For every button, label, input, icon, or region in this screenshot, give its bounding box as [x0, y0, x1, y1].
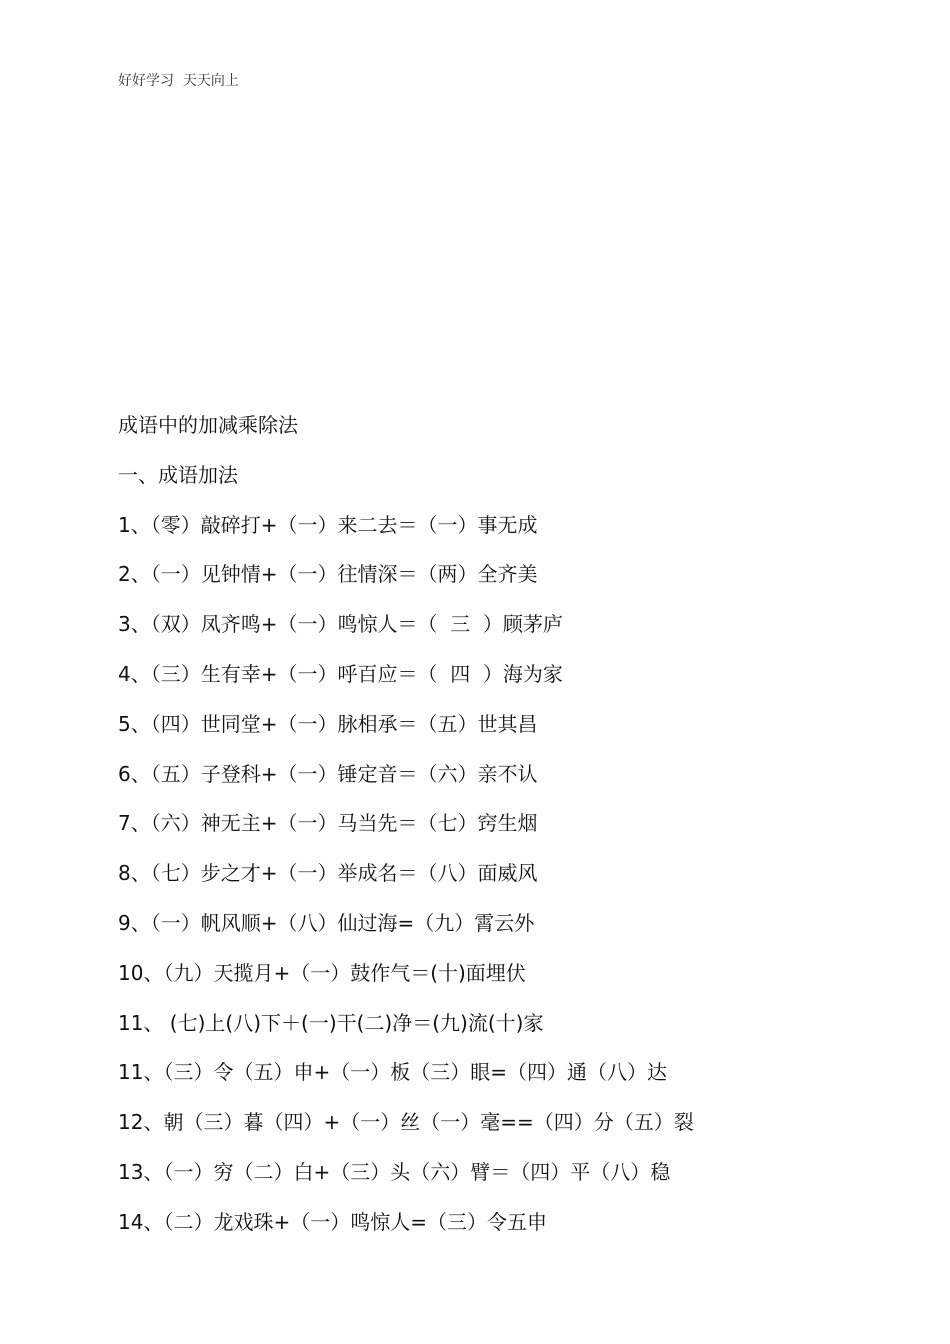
idiom-item: 10、（九）天揽月+（一）鼓作气＝(十)面埋伏 — [118, 960, 526, 985]
document-title: 成语中的加减乘除法 — [118, 413, 298, 437]
idiom-item: 14、（二）龙戏珠+（一）鸣惊人=（三）令五申 — [118, 1209, 547, 1234]
idiom-item: 9、（一）帆风顺+（八）仙过海=（九）霄云外 — [118, 910, 535, 935]
idiom-item: 5、（四）世同堂+（一）脉相承＝（五）世其昌 — [118, 711, 538, 736]
section-heading: 一、成语加法 — [118, 462, 238, 487]
idiom-item: 2、（一）见钟情+（一）往情深＝（两）全齐美 — [118, 562, 538, 587]
idiom-item: 1、（零）敲碎打+（一）来二去＝（一）事无成 — [118, 512, 538, 537]
idiom-item: 13、（一）穷（二）白+（三）头（六）臂＝（四）平（八）稳 — [118, 1159, 671, 1184]
idiom-item: 11、（三）令（五）申+（一）板（三）眼=（四）通（八）达 — [118, 1060, 667, 1085]
page-header-text: 好好学习 天天向上 — [118, 73, 239, 89]
idiom-item: 3、（双）凤齐鸣+（一）鸣惊人＝（ 三 ）顾茅庐 — [118, 612, 563, 637]
idiom-item: 8、（七）步之才+（一）举成名＝（八）面威风 — [118, 861, 538, 886]
idiom-item: 11、 (七)上(八)下＋(一)干(二)净＝(九)流(十)家 — [118, 1010, 544, 1035]
idiom-item: 12、朝（三）暮（四）+（一）丝（一）毫==（四）分（五）裂 — [118, 1110, 694, 1135]
idiom-item: 4、（三）生有幸+（一）呼百应＝（ 四 ）海为家 — [118, 661, 563, 686]
idiom-item: 7、（六）神无主+（一）马当先＝（七）窍生烟 — [118, 811, 538, 836]
document-body — [118, 408, 918, 1255]
idiom-item: 6、（五）子登科+（一）锤定音＝（六）亲不认 — [118, 761, 538, 786]
